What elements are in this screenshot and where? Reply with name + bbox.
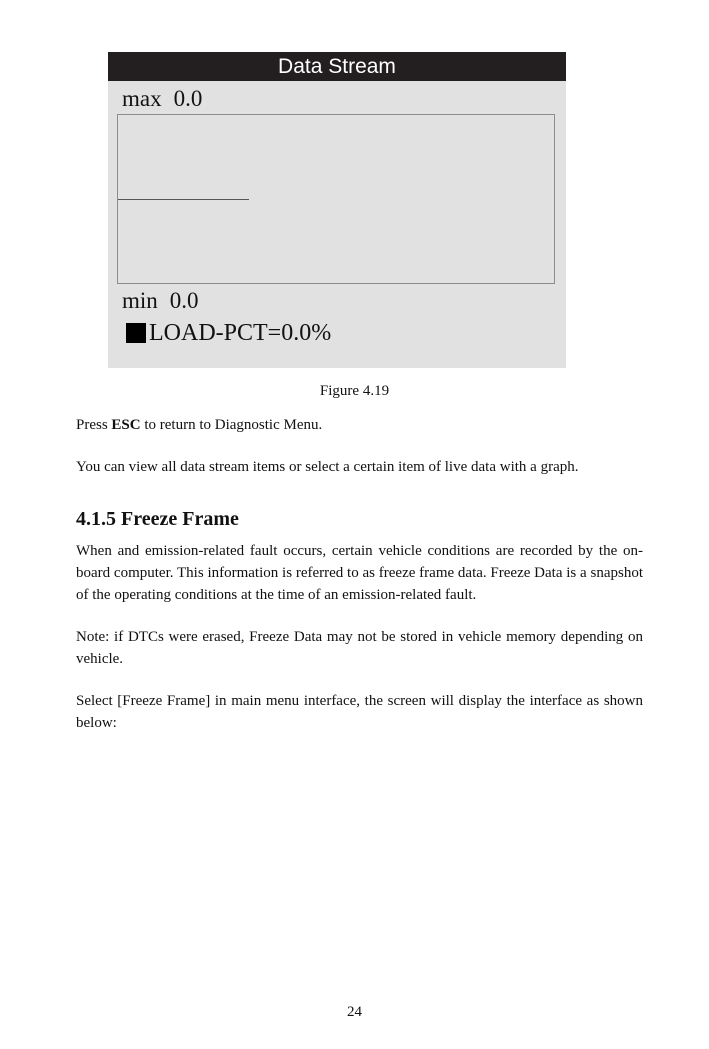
select-paragraph: Select [Freeze Frame] in main menu interface, the screen will display the interface as shown below: [76, 693, 643, 731]
min-readout [122, 288, 199, 314]
max-value: 0.0 [173, 86, 203, 111]
section-heading: 4.1.5 Freeze Frame [76, 508, 239, 530]
view-all-paragraph: You can view all data stream items or select a certain item of live data with a graph. [76, 459, 579, 475]
pid-item[interactable] [126, 319, 331, 347]
screen-title: Data Stream [108, 52, 566, 81]
min-value: 0.0 [169, 288, 199, 313]
press-esc-paragraph: Press ESC to return to Diagnostic Menu. [76, 417, 323, 433]
graph-canvas [118, 115, 554, 283]
max-label: max [122, 86, 162, 111]
graph-area [117, 114, 555, 284]
note-paragraph: Note: if DTCs were erased, Freeze Data may not be stored in vehicle memory depending on vehicle. [76, 629, 643, 667]
figure-caption: Figure 4.19 [319, 383, 390, 399]
pid-text: LOAD-PCT=0.0% [149, 320, 332, 346]
max-readout [122, 86, 202, 112]
min-label: min [122, 288, 158, 313]
esc-key: ESC [111, 417, 141, 433]
page-number: 24 [347, 1004, 362, 1020]
device-screen [108, 52, 566, 368]
selected-square-icon [126, 323, 146, 343]
freeze-frame-paragraph: When and emission-related fault occurs, certain vehicle conditions are recorded by the on-board computer. This information is referred to as freeze frame data. Freeze Data is a snapshot of the operating conditions at the time of an emission-related fault. [76, 543, 643, 603]
